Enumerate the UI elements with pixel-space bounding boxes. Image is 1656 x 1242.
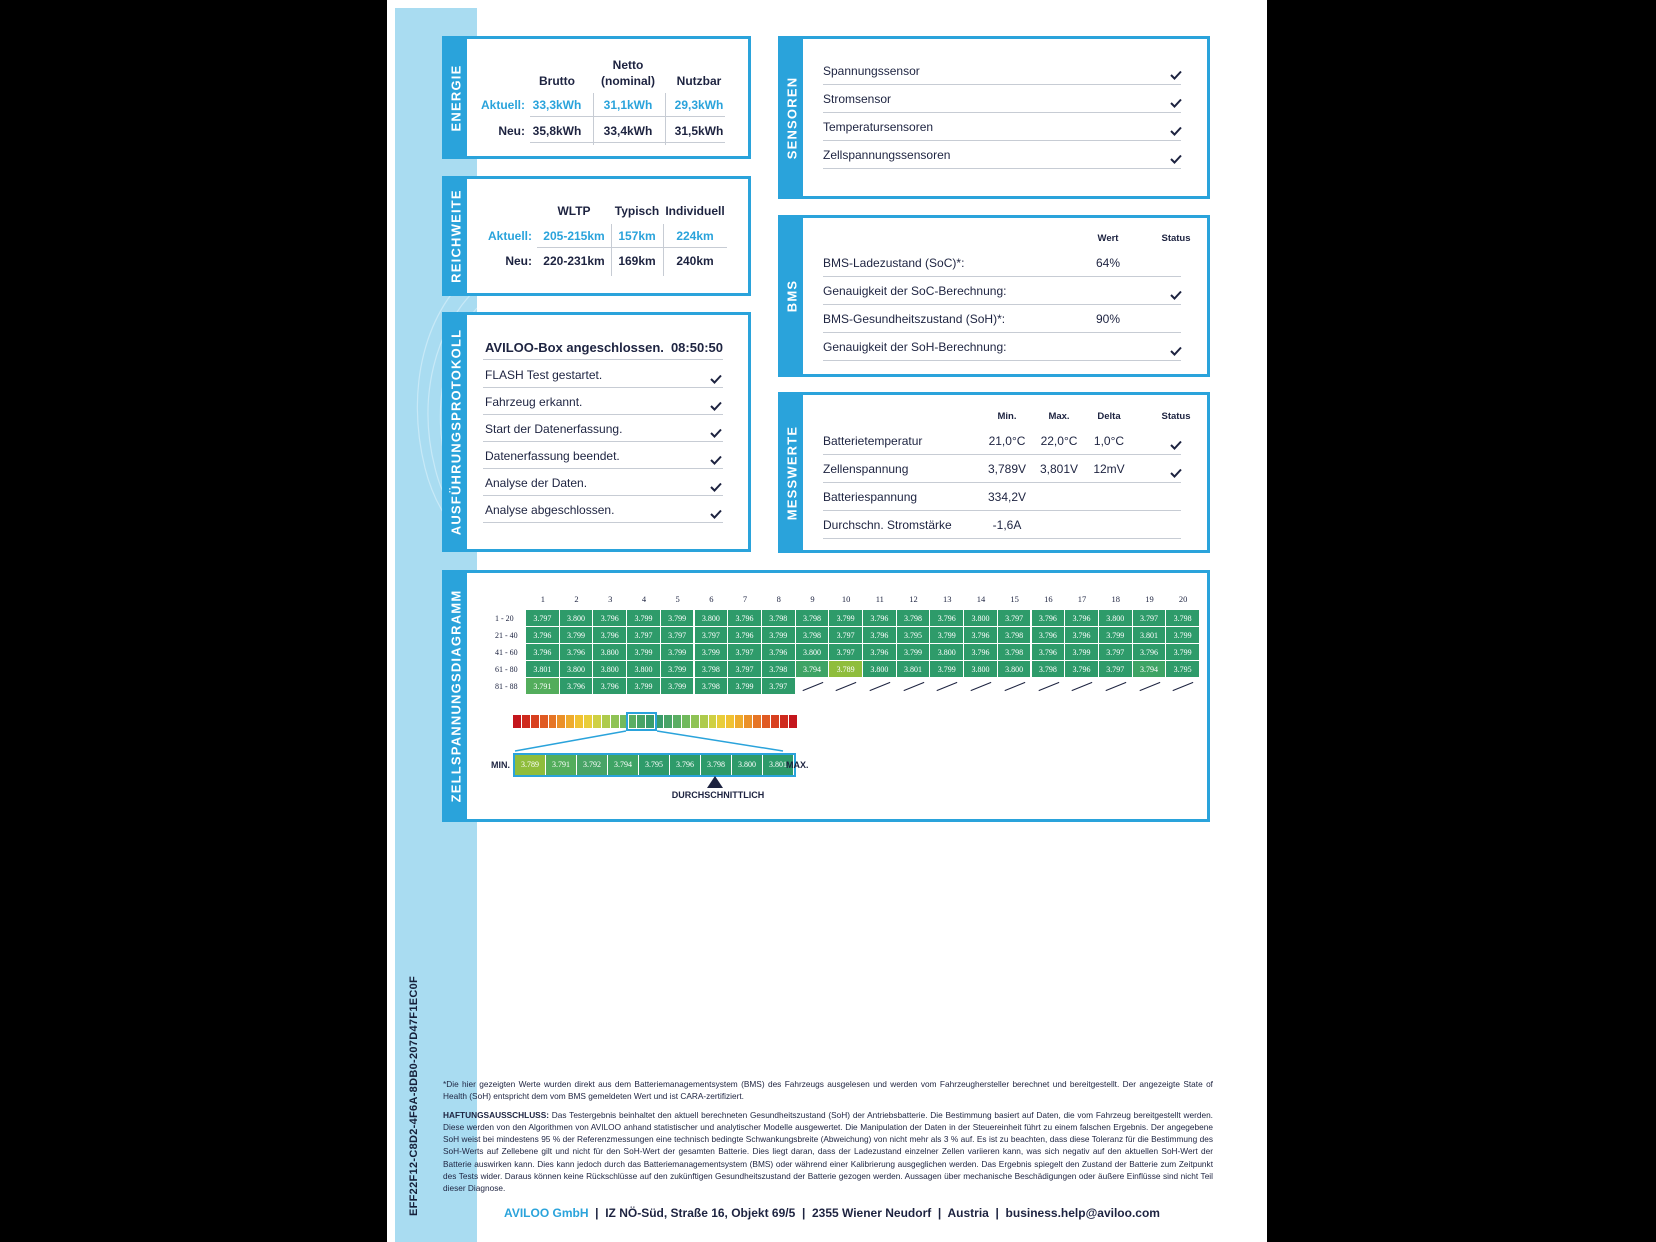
mess-min-value: -1,6A <box>992 518 1022 532</box>
cell-voltage: 3.800 <box>796 644 830 661</box>
footer-company: AVILOO GmbH <box>504 1206 589 1220</box>
mess-max-value: 22,0°C <box>1040 434 1078 448</box>
empty-cell-mark <box>802 682 823 692</box>
column-label: 15 <box>1010 594 1019 604</box>
sensoren-panel <box>778 36 1210 199</box>
scale-segment <box>691 715 700 728</box>
legend-value: 3.794 <box>608 755 639 775</box>
mess-col-status: Status <box>1161 411 1191 422</box>
cell-voltage: 3.796 <box>863 644 897 661</box>
reichweite-neu-typisch: 169km <box>618 254 656 268</box>
cell-voltage: 3.797 <box>728 644 762 661</box>
mess-row-label: Zellenspannung <box>823 462 909 476</box>
check-icon <box>1170 67 1182 77</box>
cell-voltage: 3.799 <box>1166 627 1200 644</box>
cell-voltage: 3.799 <box>661 610 695 627</box>
footnote-star: *Die hier gezeigten Werte wurden direkt aus dem Batteriemanagementsystem (BMS) des Fahrzeugs ausgelesen und werden vom Fahrzeughersteller berechnet und bereitgestellt. Der angezeigte State of Health (SoH) entspricht dem vom BMS gemeldeten Wert und ist CARA-zertifiziert. <box>443 1079 1213 1102</box>
cell-voltage: 3.798 <box>695 661 729 678</box>
check-icon <box>1170 95 1182 105</box>
scale-segment <box>522 715 531 728</box>
bms-col-wert: Wert <box>1097 233 1119 244</box>
cell-voltage: 3.796 <box>1133 644 1167 661</box>
cell-voltage: 3.796 <box>526 644 560 661</box>
cell-voltage: 3.798 <box>796 627 830 644</box>
scale-segment <box>762 715 771 728</box>
reichweite-panel <box>442 176 751 296</box>
cell-voltage: 3.796 <box>964 627 998 644</box>
cell-voltage: 3.800 <box>1099 610 1133 627</box>
cell-voltage: 3.799 <box>930 661 964 678</box>
scale-segment <box>664 715 673 728</box>
legend-strip <box>513 753 796 777</box>
row-label: 61 - 80 <box>495 665 518 674</box>
cell-voltage: 3.798 <box>695 678 729 695</box>
legend-value: 3.801 <box>763 755 794 775</box>
row-neu-label: Neu: <box>505 254 532 268</box>
footer-address: IZ NÖ-Süd, Straße 16, Objekt 69/5 <box>605 1206 796 1220</box>
mess-row-label: Batterietemperatur <box>823 434 923 448</box>
scale-segment <box>709 715 718 728</box>
column-label: 19 <box>1145 594 1154 604</box>
energie-neu-nutzbar: 31,5kWh <box>674 124 724 138</box>
column-label: 6 <box>709 594 714 604</box>
mess-min-value: 334,2V <box>987 490 1027 504</box>
column-label: 3 <box>608 594 613 604</box>
empty-cell-mark <box>836 682 857 692</box>
cell-voltage: 3.800 <box>593 661 627 678</box>
column-label: 1 <box>540 594 545 604</box>
check-icon <box>710 371 722 381</box>
mess-col-min: Min. <box>997 411 1017 422</box>
cell-voltage: 3.798 <box>762 610 796 627</box>
column-label: 16 <box>1044 594 1053 604</box>
empty-cell-mark <box>971 682 992 692</box>
footnote <box>443 1078 1213 1195</box>
column-label: 9 <box>810 594 815 604</box>
reichweite-aktuell-wltp: 205-215km <box>543 229 605 243</box>
row-label: 81 - 88 <box>495 682 518 691</box>
row-label: 41 - 60 <box>495 648 518 657</box>
cell-voltage: 3.796 <box>1065 627 1099 644</box>
report-page <box>387 0 1267 1242</box>
zellspannung-side-label: ZELLSPANNUNGSDIAGRAMM <box>445 573 467 819</box>
cell-voltage: 3.796 <box>1032 610 1066 627</box>
legend-value: 3.795 <box>639 755 670 775</box>
scale-segment <box>780 715 789 728</box>
footer-city: 2355 Wiener Neudorf <box>811 1206 932 1220</box>
col-nutzbar: Nutzbar <box>676 74 722 88</box>
col-wltp: WLTP <box>557 204 591 218</box>
bms-row-label: BMS-Gesundheitszustand (SoH)*: <box>823 312 1006 326</box>
scale-segment <box>717 715 726 728</box>
cell-voltage: 3.796 <box>560 678 594 695</box>
scale-segment <box>771 715 780 728</box>
bms-row-value: 90% <box>1095 312 1121 326</box>
cell-voltage: 3.796 <box>1065 610 1099 627</box>
scale-segment <box>682 715 691 728</box>
cell-voltage: 3.800 <box>964 610 998 627</box>
scale-segment <box>540 715 549 728</box>
energie-neu-brutto: 35,8kWh <box>532 124 582 138</box>
mess-delta-value: 1,0°C <box>1093 434 1125 448</box>
sensoren-side-label: SENSOREN <box>781 39 803 196</box>
protokoll-step: Start der Datenerfassung. <box>485 422 623 436</box>
energie-neu-netto: 33,4kWh <box>603 124 653 138</box>
legend-value: 3.796 <box>670 755 701 775</box>
check-icon <box>1170 437 1182 447</box>
col-brutto: Brutto <box>539 74 575 88</box>
column-label: 8 <box>776 594 781 604</box>
row-label: 1 - 20 <box>495 614 514 623</box>
cell-voltage: 3.797 <box>762 678 796 695</box>
cell-voltage: 3.796 <box>1065 661 1099 678</box>
scale-segment <box>753 715 762 728</box>
cell-voltage: 3.797 <box>661 627 695 644</box>
protokoll-time: 08:50:50 <box>670 340 723 355</box>
cell-voltage: 3.796 <box>1032 644 1066 661</box>
cell-voltage: 3.796 <box>1032 627 1066 644</box>
cell-voltage: 3.797 <box>829 627 863 644</box>
reichweite-aktuell-typisch: 157km <box>618 229 656 243</box>
average-marker-icon <box>707 776 723 788</box>
disclaimer-label: HAFTUNGSAUSSCHLUSS: <box>443 1109 550 1120</box>
empty-cell-mark <box>1105 682 1126 692</box>
cell-voltage: 3.800 <box>627 661 661 678</box>
column-label: 7 <box>742 594 748 604</box>
check-icon <box>1170 123 1182 133</box>
energie-aktuell-netto: 31,1kWh <box>603 98 653 112</box>
column-label: 17 <box>1077 594 1087 604</box>
cell-voltage: 3.799 <box>762 627 796 644</box>
mess-row-label: Batteriespannung <box>823 490 918 504</box>
scale-segment <box>593 715 602 728</box>
check-icon <box>710 452 722 462</box>
cell-voltage: 3.799 <box>1099 627 1133 644</box>
cell-voltage: 3.797 <box>526 610 560 627</box>
empty-cell-mark <box>1139 682 1160 692</box>
cell-voltage: 3.798 <box>762 661 796 678</box>
column-label: 20 <box>1178 594 1188 604</box>
protokoll-header: AVILOO-Box angeschlossen. <box>485 340 664 355</box>
cell-voltage: 3.796 <box>863 610 897 627</box>
row-label: 21 - 40 <box>495 631 518 640</box>
check-icon <box>1170 151 1182 161</box>
disclaimer-text: Das Testergebnis beinhaltet den aktuell berechneten Gesundheitszustand (SoH) der Antriebsbatterie. Die Bestimmung basiert auf Daten, die vom Fahrzeug bereitgestellt werden. Diese werden von den Algorithmen von AVILOO anhand statistischer und analytischer Modelle ausgewertet. Die Manipulation der Daten in der Steuereinheit führt zu einem falschen Ergebnis. Der angegebene SoH weist bei mindestens 95 % der Referenzmessungen eine technisch bedingte Schwankungsbreite (Abweichung) von nicht mehr als 3 % auf. Es ist zu beachten, dass diese Toleranz für die Bestimmung des SoH-Werts auf Zellebene gilt und nicht für den SoH-Wert der gesamten Batterie. Dies liegt daran, dass der Ladezustand einzelner Zellen variieren kann, was sich negativ auf den aktuellen SoH-Wert der Batterie auswirken kann. Dies kann jedoch durch das Batteriemanagementsystem (BMS) oder während einer Kalibrierung ausgeglichen werden. Das Ergebnis spiegelt den Zustand der Batterie zum Zeitpunkt des Tests wider. Daraus können keine Rückschlüsse auf den zukünftigen Gesundheitszustand der Batterie gezogen werden. Aussagen über mechanische Beschädigungen oder äußere Einflüsse sind nicht Teil dieser Diagnose. <box>443 1109 1213 1194</box>
legend-min-label: MIN. <box>491 760 510 770</box>
protokoll-step: Fahrzeug erkannt. <box>485 395 583 409</box>
cell-voltage: 3.794 <box>796 661 830 678</box>
cell-voltage: 3.789 <box>829 661 863 678</box>
energie-aktuell-nutzbar: 29,3kWh <box>674 98 724 112</box>
footer-email[interactable]: business.help@aviloo.com <box>1005 1206 1160 1220</box>
check-icon <box>1170 343 1182 353</box>
mess-col-delta: Delta <box>1097 411 1121 422</box>
cell-voltage: 3.794 <box>1133 661 1167 678</box>
scale-segment <box>735 715 744 728</box>
cell-voltage: 3.799 <box>1166 644 1200 661</box>
footer <box>447 1206 1217 1220</box>
cell-voltage: 3.796 <box>593 627 627 644</box>
check-icon <box>710 398 722 408</box>
bms-side-label: BMS <box>781 218 803 374</box>
empty-cell-mark <box>1038 682 1059 692</box>
cell-voltage: 3.799 <box>930 627 964 644</box>
column-label: 2 <box>574 594 579 604</box>
mess-max-value: 3,801V <box>1039 462 1079 476</box>
scale-segment <box>575 715 584 728</box>
footer-sep: | <box>995 1206 999 1220</box>
footer-sep: | <box>937 1206 942 1220</box>
footer-country: Austria <box>947 1206 989 1220</box>
cell-voltage: 3.796 <box>526 627 560 644</box>
scale-segment <box>602 715 611 728</box>
legend-average-label: DURCHSCHNITTLICH <box>671 790 765 800</box>
col-netto: Netto <box>612 58 644 72</box>
cell-voltage: 3.795 <box>897 627 931 644</box>
column-label: 11 <box>875 594 884 604</box>
reichweite-neu-individuell: 240km <box>676 254 714 268</box>
cell-voltage: 3.799 <box>1065 644 1099 661</box>
legend-value: 3.791 <box>546 755 577 775</box>
column-label: 12 <box>909 594 918 604</box>
reichweite-side-label: REICHWEITE <box>445 179 467 293</box>
cell-voltage: 3.800 <box>560 610 594 627</box>
cell-voltage: 3.799 <box>829 610 863 627</box>
scale-segment <box>584 715 593 728</box>
cell-voltage: 3.796 <box>762 644 796 661</box>
sensor-item: Spannungssensor <box>823 64 920 78</box>
cell-voltage: 3.797 <box>728 661 762 678</box>
mess-min-value: 3,789V <box>987 462 1027 476</box>
cell-voltage: 3.798 <box>796 610 830 627</box>
reichweite-aktuell-individuell: 224km <box>676 229 714 243</box>
cell-voltage: 3.800 <box>998 661 1032 678</box>
scale-segment <box>557 715 566 728</box>
cell-voltage: 3.796 <box>560 644 594 661</box>
cell-voltage: 3.799 <box>560 627 594 644</box>
cell-voltage: 3.801 <box>1133 627 1167 644</box>
sensor-item: Stromsensor <box>823 92 892 106</box>
messwerte-panel <box>778 392 1210 553</box>
cell-voltage: 3.799 <box>897 644 931 661</box>
bms-row-label: Genauigkeit der SoH-Berechnung: <box>823 340 1007 354</box>
empty-cell-mark <box>1173 682 1194 692</box>
column-label: 18 <box>1111 594 1120 604</box>
cell-voltage: 3.797 <box>627 627 661 644</box>
row-neu-label: Neu: <box>498 124 525 138</box>
scale-segment <box>549 715 558 728</box>
cell-voltage: 3.799 <box>627 644 661 661</box>
cell-voltage: 3.800 <box>964 661 998 678</box>
document-id: EFF22F12-C8D2-4F6A-8DB0-207D47F1EC0F <box>408 975 420 1216</box>
cell-voltage: 3.799 <box>627 678 661 695</box>
empty-cell-mark <box>937 682 958 692</box>
empty-cell-mark <box>1072 682 1093 692</box>
cell-voltage: 3.797 <box>695 627 729 644</box>
cell-voltage: 3.799 <box>661 644 695 661</box>
scale-segment <box>531 715 540 728</box>
cell-voltage: 3.798 <box>998 627 1032 644</box>
cell-voltage: 3.798 <box>1166 610 1200 627</box>
bms-row-label: BMS-Ladezustand (SoC)*: <box>823 256 965 270</box>
cell-voltage: 3.796 <box>930 610 964 627</box>
sensor-item: Temperatursensoren <box>823 120 934 134</box>
legend-value: 3.800 <box>732 755 763 775</box>
scale-segment <box>744 715 753 728</box>
protokoll-side-label: AUSFÜHRUNGSPROTOKOLL <box>445 315 467 549</box>
row-aktuell-label: Aktuell: <box>480 98 525 112</box>
mess-row-label: Durchschn. Stromstärke <box>823 518 952 532</box>
cell-voltage: 3.791 <box>526 678 560 695</box>
cell-voltage: 3.796 <box>863 627 897 644</box>
cell-voltage: 3.796 <box>964 644 998 661</box>
col-netto-sub: (nominal) <box>601 74 655 88</box>
check-icon <box>710 479 722 489</box>
energie-side-label: ENERGIE <box>445 39 467 156</box>
bms-row-value: 64% <box>1095 256 1121 270</box>
col-individuell: Individuell <box>665 204 725 218</box>
cell-voltage: 3.801 <box>897 661 931 678</box>
cell-voltage: 3.798 <box>998 644 1032 661</box>
scale-segment <box>611 715 620 728</box>
cell-voltage: 3.799 <box>695 644 729 661</box>
mess-delta-value: 12mV <box>1093 462 1125 476</box>
energie-aktuell-brutto: 33,3kWh <box>532 98 582 112</box>
cell-voltage: 3.798 <box>1032 661 1066 678</box>
check-icon <box>1170 465 1182 475</box>
column-label: 13 <box>943 594 952 604</box>
reichweite-neu-wltp: 220-231km <box>543 254 605 268</box>
cell-voltage: 3.799 <box>661 661 695 678</box>
empty-cell-mark <box>903 682 924 692</box>
bms-row-label: Genauigkeit der SoC-Berechnung: <box>823 284 1007 298</box>
cell-voltage: 3.797 <box>1099 644 1133 661</box>
cell-voltage: 3.800 <box>695 610 729 627</box>
check-icon <box>710 506 722 516</box>
zoom-lines <box>513 729 785 753</box>
col-typisch: Typisch <box>614 204 660 218</box>
cell-voltage: 3.800 <box>593 644 627 661</box>
cell-voltage: 3.797 <box>998 610 1032 627</box>
protokoll-panel <box>442 312 751 552</box>
legend-value: 3.792 <box>577 755 608 775</box>
cell-voltage: 3.801 <box>526 661 560 678</box>
sensor-item: Zellspannungssensoren <box>823 148 951 162</box>
scale-segment <box>673 715 682 728</box>
cell-voltage: 3.800 <box>560 661 594 678</box>
scale-segment <box>789 715 798 728</box>
legend-value: 3.789 <box>515 755 546 775</box>
bms-panel <box>778 215 1210 377</box>
cell-voltage: 3.799 <box>661 678 695 695</box>
zellspannung-panel <box>442 570 1210 822</box>
scale-segment <box>566 715 575 728</box>
check-icon <box>710 425 722 435</box>
protokoll-step: FLASH Test gestartet. <box>485 368 603 382</box>
footer-sep: | <box>801 1206 806 1220</box>
mess-min-value: 21,0°C <box>988 434 1026 448</box>
scale-segment <box>700 715 709 728</box>
column-label: 14 <box>976 594 986 604</box>
cell-voltage: 3.796 <box>593 610 627 627</box>
cell-voltage: 3.799 <box>627 610 661 627</box>
scale-segment <box>726 715 735 728</box>
cell-voltage: 3.796 <box>728 627 762 644</box>
scale-segment <box>513 715 522 728</box>
mess-col-max: Max. <box>1048 411 1070 422</box>
column-label: 10 <box>841 594 851 604</box>
cell-voltage: 3.796 <box>593 678 627 695</box>
column-label: 5 <box>675 594 680 604</box>
cell-voltage: 3.797 <box>829 644 863 661</box>
messwerte-side-label: MESSWERTE <box>781 395 803 550</box>
energie-panel <box>442 36 751 159</box>
protokoll-step: Analyse der Daten. <box>485 476 588 490</box>
disclaimer <box>443 1109 1213 1195</box>
cell-voltage: 3.798 <box>897 610 931 627</box>
protokoll-step: Datenerfassung beendet. <box>485 449 620 463</box>
legend-value: 3.798 <box>701 755 732 775</box>
cell-voltage: 3.795 <box>1166 661 1200 678</box>
row-aktuell-label: Aktuell: <box>487 229 532 243</box>
cell-voltage: 3.800 <box>863 661 897 678</box>
empty-cell-mark <box>1004 682 1025 692</box>
cell-voltage: 3.799 <box>728 678 762 695</box>
check-icon <box>1170 287 1182 297</box>
bms-col-status: Status <box>1161 233 1191 244</box>
cell-voltage: 3.796 <box>728 610 762 627</box>
cell-voltage: 3.797 <box>1133 610 1167 627</box>
footer-sep: | <box>595 1206 599 1220</box>
column-label: 4 <box>641 594 647 604</box>
legend-max-label: MAX. <box>786 760 809 770</box>
empty-cell-mark <box>870 682 891 692</box>
cell-voltage: 3.800 <box>930 644 964 661</box>
protokoll-step: Analyse abgeschlossen. <box>485 503 615 517</box>
cell-voltage: 3.797 <box>1099 661 1133 678</box>
